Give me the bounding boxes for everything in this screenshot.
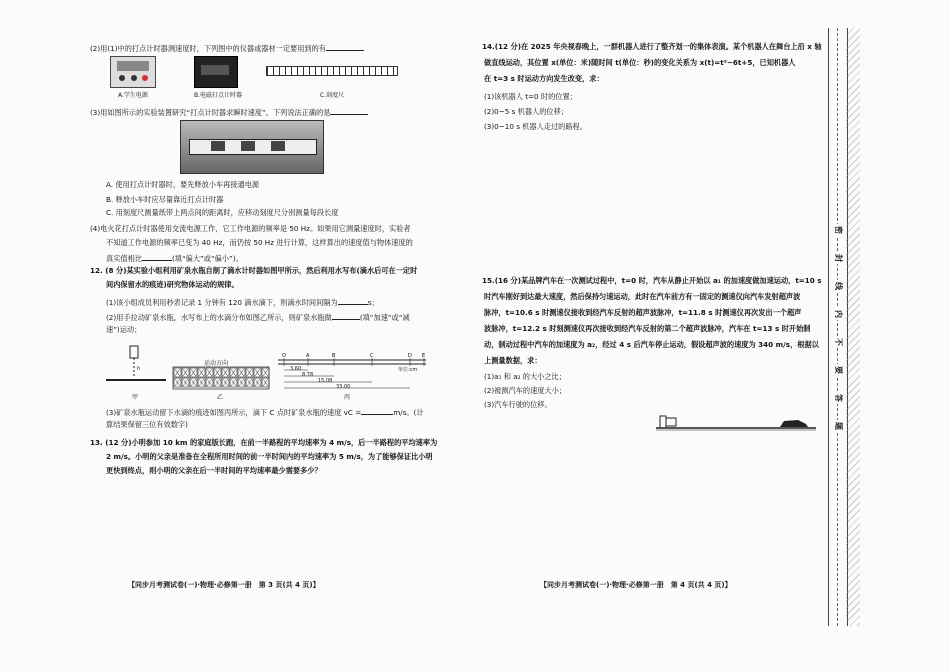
right-footer: 【同步月考测试卷(一)·物理·必修第一册 第 4 页(共 4 页)】 [540,581,732,589]
drop-mark [247,369,252,376]
q12-3-line-2: 算结果保留三位有效数字) [106,420,188,429]
strip-char-6: 要 [834,366,843,374]
q2-answer-blank[interactable] [326,42,364,51]
svg-text:h: h [137,366,141,372]
point-label-b: B [332,353,336,359]
point-label-d: D [408,353,412,359]
drop-mark [175,379,180,386]
electromagnetic-timer-image [194,56,238,88]
q14-line-3: 在 t=3 s 时运动方向发生改变，求： [484,74,604,83]
point-label-a: A [306,353,310,359]
strip-char-8: 题 [834,422,843,430]
drop-mark [215,369,220,376]
left-footer: 【同步月考测试卷(一)·物理·必修第一册 第 3 页(共 4 页)】 [128,581,320,589]
q12-1-answer-blank[interactable] [338,296,368,305]
ruler-image [266,66,398,76]
q15-line-6: 上测量数据，求： [484,356,542,365]
q14-line-4: (1)该机器人 t=0 时的位置； [484,92,577,101]
q15-line-4: 波脉冲，t=12.2 s 时刻测速仪再次接收到经汽车反射的第二个超声波脉冲，汽车在 t=13 s 时开始制 [484,324,811,333]
strip-char-4: 内 [834,310,843,318]
strip-char-2: 封 [834,254,843,262]
q3-option-b: B. 释放小车时应尽量靠近打点计时器 [106,195,224,204]
figure-jia [104,340,168,390]
drop-mark [183,379,188,386]
drop-mark [223,369,228,376]
fig-num-1: 3.60 [290,366,302,372]
drop-mark [215,379,220,386]
q3-question: (3)用如图所示的实验装置研究“打点计时器求瞬时速度”，下列说法正确的是 [90,106,368,118]
drop-mark [263,379,268,386]
speed-detector-car-figure [656,410,820,434]
perforated-edge [846,28,860,626]
strip-char-5: 不 [834,338,843,346]
drop-mark [255,369,260,376]
student-power-supply-image [110,56,156,88]
q15-line-3: 脉冲，t=10.6 s 时测速仪接收到经汽车反射的超声波脉冲，t=11.8 s 时测速仪再次发出一个超声 [484,308,802,317]
q12-line-1: 12. (8 分)某实验小组利用矿泉水瓶自制了滴水计时器如图甲所示，然后利用水写布(滴水后可在一定时 [90,266,418,275]
q15-line-9: (3)汽车行驶的位移。 [484,400,552,409]
figure-jia-label: 甲 [132,394,139,401]
q15-line-2: 时汽车刚好到达最大速度，然后保持匀速运动，此时在汽车前方有一固定的测速仪向汽车发射超声波 [484,292,801,301]
drop-mark [231,369,236,376]
q14-line-6: (3)0~10 s 机器人走过的路程。 [484,122,587,131]
strip-char-3: 线 [834,282,843,290]
fig-num-4: 33.00 [336,384,351,390]
experiment-setup-photo [180,120,324,174]
q14-line-5: (2)0~5 s 机器人的位移； [484,107,568,116]
drop-mark [183,369,188,376]
point-label-c: C [370,353,374,359]
drop-mark [263,369,268,376]
figure-yi [172,366,270,390]
q3-option-a: A. 使用打点计时器时，要先释放小车再接通电源 [106,180,260,189]
fig-num-2: 8.78 [302,372,314,378]
point-label-o: O [282,353,286,359]
drop-mark [175,369,180,376]
q12-line-3: (1)该小组成员利用秒表记录 1 分钟有 120 滴水滴下，则滴水时间间隔为 s； [106,298,379,307]
drop-mark [223,379,228,386]
binding-dashed-line [837,28,840,626]
q15-line-1: 15.(16 分)某品牌汽车在一次测试过程中，t=0 时，汽车从静止开始以 a₁ 的加速度做加速运动，t=10 s [482,276,822,285]
point-label-e: E [422,353,426,359]
q4-line-2: 不知道工作电源的频率已变为 40 Hz，而仍按 50 Hz 进行计算，这样算出的速度值与物体速度的 [106,238,413,247]
option-b-caption: B.电磁打点计时器 [194,92,243,99]
q12-3-line-1: (3)矿泉水瓶运动留下水滴的痕迹如图丙所示，滴下 C 点时矿泉水瓶的速度 vC = m/s。(计 [106,408,424,417]
q12-2-answer-blank[interactable] [332,311,360,320]
q14-line-2: 做直线运动，其位置 x(单位：米)随时间 t(单位：秒)的变化关系为 x(t)=t²−6t+5，已知机器人 [484,58,796,67]
drop-mark [239,379,244,386]
q15-line-5: 动，制动过程中汽车的加速度为 a₂，经过 4 s 后汽车停止运动，假设超声波的速度为 340 m/s，根据以 [484,340,819,349]
q13-line-3: 更快到终点，则小明的父亲在后一半时间的平均速率最少需要多少？ [106,466,322,475]
strip-char-7: 答 [834,394,843,402]
binding-strip [828,28,848,626]
q12-line-5: 速”)运动； [106,325,142,334]
figure-bing-label: 丙 [344,394,351,401]
q4-answer-blank[interactable] [142,252,172,261]
figure-yi-label: 乙 [217,394,224,401]
drop-mark [247,379,252,386]
q13-line-2: 2 m/s。小明的父亲是准备在全程所用时间的前一半时间内的平均速率为 5 m/s，为了能够保证比小明 [106,452,433,461]
q12-line-2: 间内保留水的痕迹)研究物体运动的规律。 [106,280,239,289]
drop-mark [239,369,244,376]
left-page [0,0,470,671]
fig-num-3: 15.08 [318,378,333,384]
drop-mark [231,379,236,386]
q14-line-1: 14.(12 分)在 2025 年央视春晚上，一群机器人进行了整齐划一的集体表演。某个机器人在舞台上沿 x 轴 [482,42,822,51]
q4-line-3: 真实值相比 (填“偏大”或“偏小”)。 [106,254,243,263]
option-a-caption: A.学生电源 [118,92,148,99]
q12-line-4: (2)用手拉动矿泉水瓶，水写布上的水滴分布如图乙所示，则矿泉水瓶做 (填“加速”或“减 [106,313,410,322]
drop-mark [191,369,196,376]
q15-line-8: (2)被测汽车的速度大小； [484,386,567,395]
q4-line-1: (4)电火花打点计时器使用交流电源工作，它工作电源的频率是 50 Hz。如果用它测量速度时，实验者 [90,224,411,233]
fig-unit: 单位:cm [398,367,418,373]
drop-mark [207,369,212,376]
q2-question: (2)用(1)中的打点计时器测速度时，下列图中的仪器或器材一定要用到的有 [90,42,364,54]
q3-answer-blank[interactable] [330,106,368,115]
q15-line-7: (1)a₁ 和 a₂ 的大小之比； [484,372,566,381]
q12-3-answer-blank[interactable] [361,406,393,415]
drop-mark [255,379,260,386]
figure-yi-direction: 运动方向 [204,360,229,367]
drop-mark [191,379,196,386]
option-c-caption: C.刻度尺 [320,92,345,99]
right-page [470,0,830,671]
strip-char-1: 密 [834,226,843,234]
drop-mark [199,369,204,376]
q3-option-c: C. 用刻度尺测量纸带上两点间的距离时，应移动刻度尺分别测量每段长度 [106,208,339,217]
drop-mark [207,379,212,386]
q13-line-1: 13. (12 分)小明参加 10 km 的家庭版长跑，在前一半路程的平均速率为 4 m/s，后一半路程的平均速率为 [90,438,438,447]
drop-mark [199,379,204,386]
